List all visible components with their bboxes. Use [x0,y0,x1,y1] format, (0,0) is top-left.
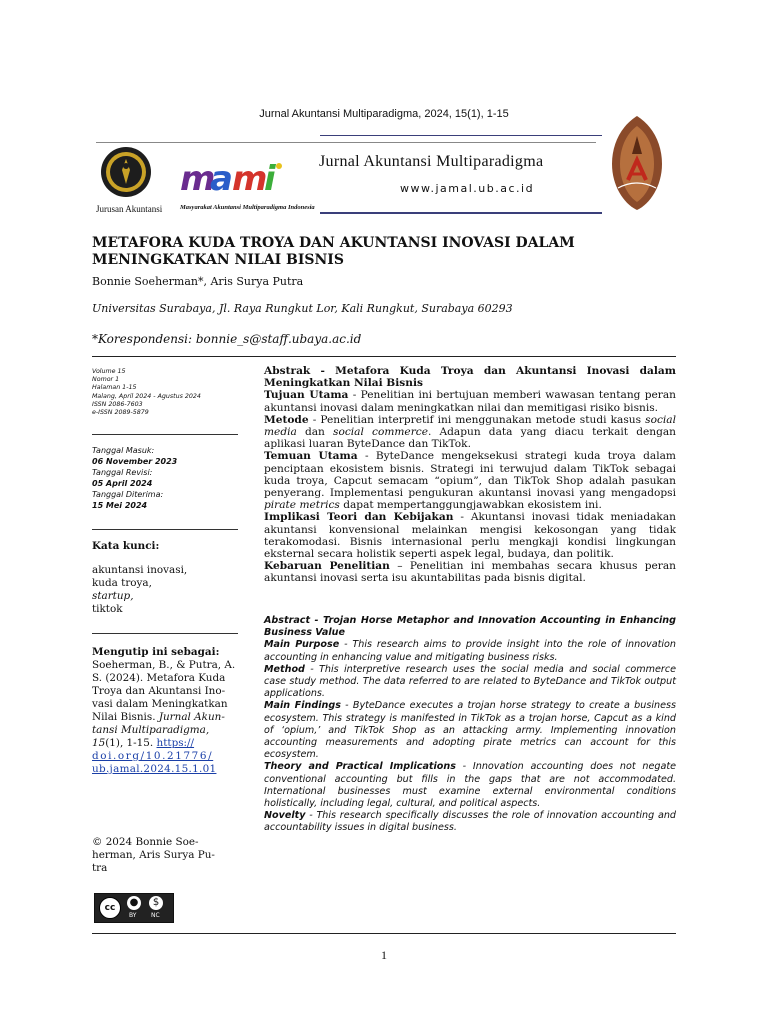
abstract-method [264,664,676,701]
abstract-purpose [264,639,676,663]
abstrak-kebaruan [264,560,676,584]
abstrak-implikasi-label: Implikasi Teori dan Kebijakan [264,511,454,524]
masthead-lower-rule [320,212,602,214]
accepted-date: 15 Mei 2024 [92,501,148,510]
citation-line7 [92,737,242,750]
citation-line9 [92,763,242,776]
meta-eissn: e-ISSN 2089-5879 [92,409,149,417]
page-number: 1 [381,948,387,962]
keyword-1: akuntansi inovasi, [92,564,188,576]
copyright-line2: herman, Aris Surya Pu- [92,849,215,861]
keyword-3: startup, [92,590,134,602]
abstrak-implikasi [264,511,676,560]
journal-url: www.jamal.ub.ac.id [400,182,535,195]
abstrak-metode-label: Metode [264,413,309,426]
citation-line6: tansi Multiparadigma, [92,724,210,736]
abstract-section [264,615,676,835]
meta-pages: Halaman 1-15 [92,384,137,392]
abstract-theory [264,761,676,810]
correspondence: *Korespondensi: bonnie_s@staff.ubaya.ac.id [92,332,362,346]
abstrak-metode [264,414,676,451]
article-title [92,235,652,269]
doi-link-part1[interactable]: https:// [156,737,195,749]
citation-line8 [92,750,242,763]
received-label: Tanggal Masuk: [92,446,155,455]
citation-line1: Soeherman, B., & Putra, A. [92,659,236,671]
citation-line2: S. (2024). Metafora Kuda [92,672,226,684]
running-header: Jurnal Akuntansi Multiparadigma, 2024, 15(1), 1-15 [259,108,509,120]
cc-license-badge[interactable] [94,893,174,923]
abstract-findings-text: - ByteDance executes a trojan horse strategy to create a business ecosystem. This strategy is manifested in TikTok as a trojan horse, Capcut as a kind of ‘opium,’ and TikTok Shop as an attacking army. Implementing innovation accounting measurements and adopting pirate metrics can account for this ecosystem. [264,700,676,761]
abstrak-heading: Abstrak - Metafora Kuda Troya dan Akuntansi Inovasi dalam Meningkatkan Nilai Bisnis [264,365,676,390]
abstrak-tujuan [264,389,676,413]
abstract-findings-label: Main Findings [264,700,341,712]
abstract-novelty-text: - This research specifically discusses the role of innovation accounting and accountability issues in digital business. [264,810,676,834]
abstrak-metode-text2: dan [296,426,334,439]
citation-line3: Troya dan Akuntansi Ino- [92,685,226,697]
abstrak-section [264,365,676,585]
abstrak-metode-text3: . Adapun data yang diacu terkait dengan aplikasi luaran ByteDance dan TikTok. [264,426,676,451]
meta-city-period: Malang, April 2024 - Agustus 2024 [92,392,201,400]
abstract-purpose-label: Main Purpose [264,639,340,651]
wayang-logo [608,114,666,212]
revised-date: 05 April 2024 [92,479,153,488]
issue-meta [92,368,242,417]
article-authors: Bonnie Soeherman*, Aris Surya Putra [92,275,304,288]
abstract-method-label: Method [264,663,305,675]
nc-icon: $ [149,896,163,910]
abstrak-metode-text1: - Penelitian interpretif ini menggunakan metode studi kasus [308,413,646,426]
cc-icon: cc [99,897,121,919]
by-icon: ● [127,896,141,910]
svg-text:a: a [210,159,233,198]
citation-line5 [92,711,242,724]
abstrak-temuan-label: Temuan Utama [264,450,358,463]
citation-line5-text: Nilai Bisnis. [92,711,156,723]
abstrak-temuan-text1: - ByteDance mengeksekusi strategi kuda troya dalam penciptaan ekosistem bisnis. Strategi ini terwujud dalam TikTok sebagai kuda troya, Capcut semacam “opium”, dan TikTok Shop adalah pasukan penyerang. Implementasi pengukuran akuntansi inovasi yang mengadopsi [264,450,676,500]
abstrak-temuan-text2: dapat mempertanggungjawabkan ekosistem ini. [339,499,602,512]
abstrak-kebaruan-text: – Penelitian ini membahas secara khusus peran akuntansi inovasi serta isu akuntabilitas pada bisnis digital. [264,560,677,585]
article-title-line1: METAFORA KUDA TROYA DAN AKUNTANSI INOVASI DALAM [92,235,575,251]
meta-divider [92,434,238,435]
masthead-upper-rule [96,142,596,143]
keyword-4: tiktok [92,603,123,615]
abstract-heading: Abstract - Trojan Horse Metaphor and Innovation Accounting in Enhancing Business Value [264,615,676,639]
keyword-2: kuda troya, [92,577,152,589]
doi-link-part3[interactable]: ub.jamal.2024.15.1.01 [92,763,217,775]
citation-journal-part1: Jurnal Akun- [158,711,225,723]
journal-name: Jurnal Akuntansi Multiparadigma [319,153,544,170]
abstract-findings [264,700,676,761]
content-bottom-rule [92,933,676,934]
abstrak-metode-it1: social media [264,413,676,439]
article-title-line2: MENINGKATKAN NILAI BISNIS [92,252,344,268]
abstract-theory-label: Theory and Practical Implications [264,761,456,773]
content-top-rule [92,356,676,357]
revised-label: Tanggal Revisi: [92,468,153,477]
dates-divider [92,529,238,530]
abstract-novelty-label: Novelty [264,810,306,822]
keywords-block [92,540,242,616]
meta-issn: ISSN 2086-7603 [92,400,143,408]
citation-line4: vasi dalam Meningkatkan [92,698,228,710]
abstrak-metode-it2: social commerce [333,426,428,439]
citation-volume: 15 [92,737,106,749]
doi-link-part2[interactable]: doi.org/10.21776/ [92,750,214,762]
copyright-block [92,836,242,875]
svg-text:m: m [180,159,217,198]
meta-volume: Volume 15 [92,368,126,375]
left-logo-caption: Jurusan Akuntansi [96,204,163,214]
license-nc-label: NC [151,912,160,919]
received-date: 06 November 2023 [92,457,178,466]
mami-caption: Masyarakat Akuntansi Multiparadigma Indonesia [180,204,315,211]
abstrak-temuan-it: pirate metrics [264,499,340,512]
citation-issue-pages: (1), 1-15. [105,737,154,749]
abstract-theory-text: - Innovation accounting does not negate conventional accounting but fills in the gaps that are not accommodated. International businesses must examine external environmental conditions holistically, including legal, cultural, and political aspects. [264,761,676,810]
article-dates [92,445,242,511]
accepted-label: Tanggal Diterima: [92,490,164,499]
keywords-divider [92,633,238,634]
abstrak-implikasi-text: - Akuntansi inovasi tidak meniadakan akuntansi konvensional melainkan mengisi kekosongan yang tidak terakomodasi. Bisnis internasional perlu mengkaji kondisi lingkungan eksternal secara holistik seperti aspek legal, budaya, dan politik. [264,511,676,561]
copyright-line3: tra [92,862,108,874]
copyright-line1: © 2024 Bonnie Soe- [92,836,199,848]
svg-text:i: i [264,159,276,198]
masthead-top-rule [320,135,602,136]
abstract-purpose-text: - This research aims to provide insight into the role of innovation accounting in enhancing value and mitigating business risks. [264,639,676,663]
abstrak-temuan [264,450,676,511]
svg-text:m: m [232,159,268,198]
abstrak-kebaruan-label: Kebaruan Penelitian [264,560,390,573]
article-affiliation: Universitas Surabaya, Jl. Raya Rungkut Lor, Kali Rungkut, Surabaya 60293 [92,302,513,315]
citation-block [92,646,242,776]
university-seal-logo [100,146,152,198]
abstrak-tujuan-text: - Penelitian ini bertujuan memberi wawasan tentang peran akuntansi inovasi dalam meningkatkan nilai dan memitigasi risiko bisnis. [264,389,676,414]
abstrak-tujuan-label: Tujuan Utama [264,389,349,402]
meta-number: Nomor 1 [92,376,120,384]
keywords-label: Kata kunci: [92,540,160,552]
citation-label: Mengutip ini sebagai: [92,646,220,658]
license-by-label: BY [129,912,137,919]
mami-logo [178,158,298,198]
abstract-method-text: - This interpretive research uses the social media and social commerce case study method. The data referred to are related to ByteDance and TikTok output applications. [264,663,676,700]
abstract-novelty [264,810,676,834]
